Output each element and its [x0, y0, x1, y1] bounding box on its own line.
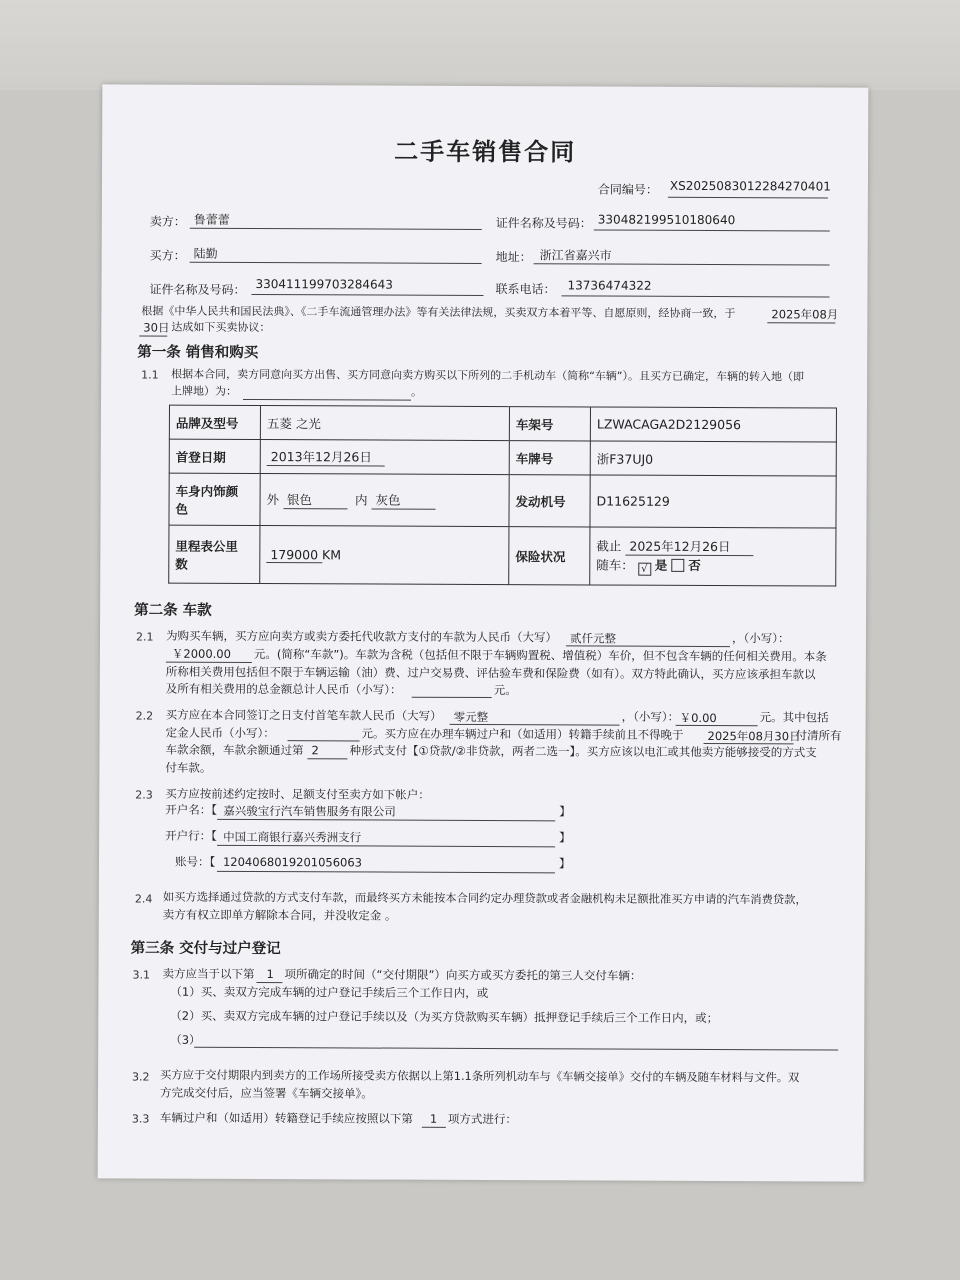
clause-number: 3.2 [132, 1070, 150, 1084]
insurance-no-label: 否 [688, 557, 701, 573]
preamble-line2: 达成如下买卖协议： [171, 320, 271, 335]
seller-value: 鲁蕾蕾 [193, 212, 230, 227]
seller-id-underline [594, 229, 830, 231]
mileage-unit: KM [322, 546, 342, 562]
clause-1-1-line1: 根据本合同，卖方同意向买方出售、买方同意向卖方购买以下所列的二手机动车（简称“车辆”）。且买方已确定，车辆的转入地（即 [171, 367, 805, 384]
delivery-option: 1 [266, 967, 274, 982]
first-pay-lower: ￥0.00 [679, 710, 717, 726]
clause-number: 2.3 [135, 788, 153, 802]
insurance-yes-label: 是 [654, 557, 668, 573]
document-title: 二手车销售合同 [394, 137, 577, 167]
clause-3-1-option3: （3） [170, 1032, 201, 1047]
checkbox-yes: √ [638, 563, 651, 576]
insurance-until-label: 截止 [596, 538, 622, 554]
mileage-label [169, 525, 260, 583]
clause-2-1-line4b: 元。 [493, 683, 517, 698]
account-name-value: 嘉兴骏宝行汽车销售服务有限公司 [223, 803, 396, 819]
account-no-label: 账号：【 [174, 854, 216, 869]
clause-number: 3.3 [131, 1112, 150, 1126]
clause-3-2-line2: 方完成交付后，应当签署《车辆交接单》。 [159, 1085, 373, 1101]
phone-label: 联系电话： [495, 282, 556, 297]
plate-value: 浙F37UJ0 [590, 441, 836, 476]
buyer-value: 陆勤 [193, 246, 218, 261]
preamble-date-a-underline [767, 322, 835, 323]
bank-underline [217, 845, 555, 847]
final-pay-date: 2025年08月30日 [707, 728, 801, 744]
phone-underline [561, 295, 829, 297]
address-value: 浙江省嘉兴市 [539, 248, 612, 263]
contract-page [98, 84, 869, 1181]
clause-2-1-line2: 元。(简称“车款”)。车款为含税（包括但不限于车辆购置税、增值税）车价，但不包含车辆的任何相关费用。本条 [253, 647, 827, 664]
inner-color-value: 灰色 [371, 491, 435, 510]
vin-label: 车架号 [509, 407, 590, 441]
article3-heading: 第三条 交付与过户登记 [130, 940, 281, 958]
clause-2-1-line1b: ，（小写）： [731, 631, 790, 646]
buyer-label: 买方： [149, 248, 186, 263]
clause-3-1-line1a: 卖方应当于以下第 [162, 966, 255, 982]
outer-color-value: 银色 [283, 490, 347, 509]
account-name-label: 开户名：【 [165, 802, 218, 817]
payment-option: 2 [311, 743, 319, 758]
bracket-close: 】 [558, 856, 571, 871]
clause-2-1-line4a: 及所有相关费用的总金额总计人民币（小写）： [165, 681, 402, 697]
price-lower-value: ￥2000.00 [171, 646, 231, 661]
bank-label: 开户行：【 [165, 828, 217, 843]
insurance-label: 保险状况 [509, 527, 590, 585]
total-amount-underline [412, 697, 492, 698]
clause-2-4-line2: 卖方有权立即单方解除本合同，并没收定金 。 [162, 907, 397, 923]
engine-label: 发动机号 [509, 475, 590, 527]
account-name-underline [217, 819, 555, 821]
clause-2-2-line1b: ，（小写）： [621, 709, 680, 724]
clause-1-1-line2: 上牌地）为： [171, 384, 238, 398]
reg-date-label: 首登日期 [169, 439, 260, 473]
reg-date-cell [260, 440, 509, 475]
clause-number: 1.1 [141, 368, 159, 382]
mileage-cell [260, 526, 509, 585]
buyer-id-underline [251, 294, 483, 296]
preamble-date-b: 30日 [143, 320, 170, 335]
mileage-label-a: 里程表公里 [175, 538, 238, 554]
clause-number: 3.1 [132, 968, 151, 982]
phone-value: 13736474322 [567, 278, 652, 293]
clause-3-3-line1b: 项方式进行： [447, 1111, 517, 1127]
clause-1-1-end: 。 [411, 385, 423, 399]
vehicle-info-table [168, 405, 837, 587]
insurance-with-label: 随车： [596, 557, 634, 573]
inner-color-label: 内 [354, 492, 368, 508]
buyer-underline [190, 262, 482, 264]
article1-heading: 第一条 销售和购买 [137, 344, 259, 362]
outer-color-label: 外 [266, 492, 280, 508]
reg-date-value: 2013年12月26日 [267, 447, 385, 467]
clause-2-2-line2b: 元。买方应在办理车辆过户和（如适用）转籍手续前且不得晚于 [361, 726, 684, 742]
seller-id-value: 330482199510180640 [597, 212, 736, 228]
preamble-date-a: 2025年08月 [771, 307, 839, 322]
seller-id-label: 证件名称及号码： [495, 216, 592, 231]
brand-label: 品牌及型号 [169, 405, 260, 439]
seller-underline [190, 228, 482, 230]
preamble-line1: 根据《中华人民共和国民法典》、《二手车流通管理办法》等有关法律法规，买卖双方本着平等、自愿原则，经协商一致，于 [141, 304, 736, 321]
background-desk [0, 0, 960, 90]
clause-3-1-line1b: 项所确定的时间（“交付期限”）向买方或买方委托的第三人交付车辆： [284, 967, 642, 983]
account-no-underline [217, 871, 555, 873]
account-no-value: 1204068019201056063 [222, 854, 363, 870]
price-upper-value: 贰仟元整 [569, 631, 617, 646]
bracket-close: 】 [559, 804, 571, 819]
bank-value: 中国工商银行嘉兴秀洲支行 [223, 829, 362, 845]
bracket-close: 】 [559, 830, 571, 845]
contract-no-value: XS2025083012284270401 [669, 178, 831, 194]
contract-no-underline [668, 197, 828, 199]
clause-number: 2.2 [135, 709, 154, 723]
first-pay-lower-underline [676, 725, 758, 726]
clause-number: 2.4 [134, 892, 153, 906]
transfer-option: 1 [429, 1111, 438, 1126]
mileage-value: 179000 [266, 547, 322, 563]
preamble-date-b-underline [139, 335, 167, 336]
clause-2-2-line1a: 买方应在本合同签订之日支付首笔车款人民币（大写） [165, 707, 442, 723]
seller-label: 卖方： [149, 214, 186, 229]
clause-number: 2.1 [135, 630, 154, 644]
mileage-label-b: 数 [175, 556, 188, 572]
first-pay-upper: 零元整 [453, 709, 489, 725]
clause-3-2-line1: 买方应于交付期限内到卖方的工作场所接受卖方依据以上第1.1条所列机动车与《车辆交接单》交付的车辆及随车材料与文件。双 [160, 1068, 800, 1085]
buyer-id-value: 330411199703284643 [255, 277, 393, 292]
checkbox-no [671, 559, 684, 572]
color-cell [260, 474, 509, 527]
brand-value: 五菱 之光 [260, 406, 509, 441]
clause-2-1-line1a: 为购买车辆，买方应向卖方或卖方委托代收款方支付的车款为人民币（大写） [165, 628, 558, 645]
article2-heading: 第二条 车款 [134, 602, 212, 619]
color-label [169, 473, 260, 525]
clause-2-1-line3: 所称相关费用包括但不限于车辆运输（油）费、过户交易费、评估验车费和保险费（如有）。双方特此确认，买方应该承担车款以 [165, 664, 816, 682]
option3-underline [194, 1047, 838, 1051]
clause-2-2-line3b: 种形式支付【①贷款/②非贷款，两者二选一】。买方应该以电汇或其他卖方能够接受的方式支 [349, 743, 817, 760]
clause-2-2-line3a: 车款余额，车款余额通过第 [165, 742, 304, 758]
contract-no-label: 合同编号： [597, 182, 658, 197]
color-label-a: 车身内饰颜 [175, 483, 239, 499]
clause-3-1-option2: （2）买、卖双方完成车辆的过户登记手续以及（为买方贷款购买车辆）抵押登记手续后三个工作日内，或； [170, 1008, 719, 1026]
clause-3-1-option1: （1）买、卖双方完成车辆的过户登记手续后三个工作日内，或 [170, 984, 489, 1001]
address-label: 地址： [495, 250, 532, 265]
clause-2-2-line2a: 定金人民币（小写）： [165, 725, 275, 741]
insurance-cell [590, 527, 836, 586]
clause-3-3-line1a: 车辆过户和（如适用）转籍登记手续应按照以下第 [159, 1110, 413, 1126]
payment-option-underline [307, 758, 347, 759]
clause-2-3-line1: 买方应按前述约定按时、足额支付至卖方如下帐户： [165, 786, 430, 802]
vin-value: LZWACAGA2D2129056 [590, 407, 836, 442]
clause-2-2-line4: 付车款。 [165, 760, 212, 775]
plate-label: 车牌号 [509, 441, 590, 475]
clause-2-2-line1c: 元。其中包括 [759, 710, 829, 725]
transfer-option-underline [422, 1127, 446, 1128]
insurance-until-value: 2025年12月26日 [625, 537, 753, 557]
color-label-b: 色 [175, 501, 189, 517]
clause-2-4-line1: 如买方选择通过贷款的方式支付车款，而最终买方未能按本合同约定办理贷款或者金融机构未足额批准买方申请的汽车消费贷款， [162, 890, 807, 907]
registration-place-underline [243, 399, 411, 401]
buyer-id-label: 证件名称及号码： [149, 282, 246, 297]
address-underline [534, 263, 830, 265]
clause-2-2-line2c: 付清所有 [795, 728, 842, 743]
engine-value: D11625129 [590, 475, 836, 528]
